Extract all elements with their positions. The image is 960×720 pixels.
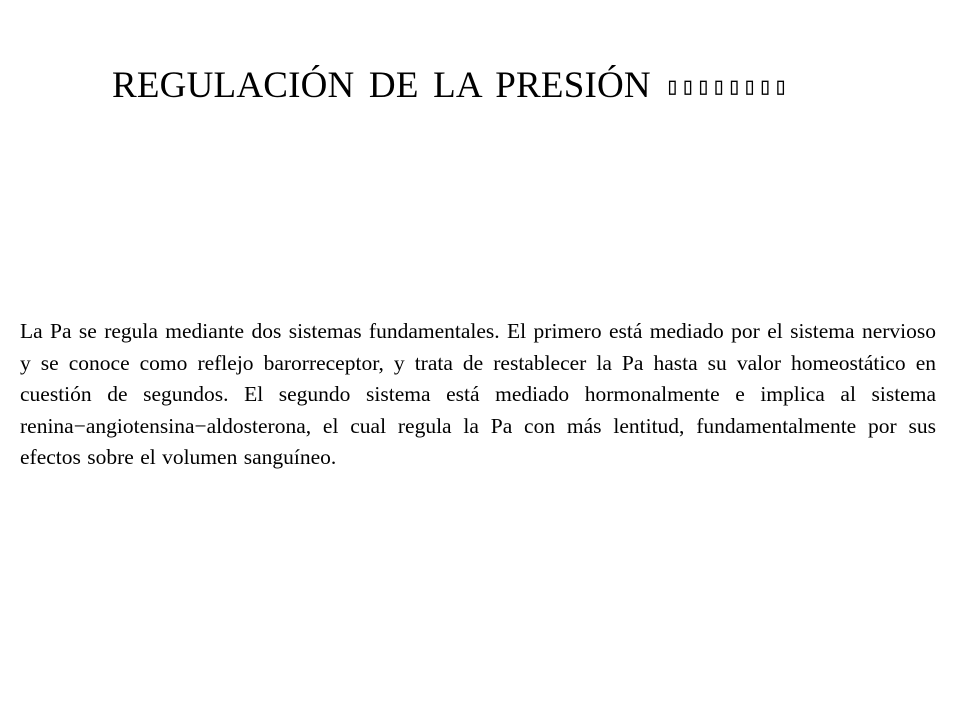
slide-title-unrendered-glyphs: ▯▯▯▯▯▯▯▯ bbox=[665, 72, 789, 100]
slide-title-text: REGULACIÓN DE LA PRESIÓN bbox=[112, 65, 651, 106]
slide-title bbox=[112, 62, 952, 110]
slide-body-paragraph: La Pa se regula mediante dos sistemas fundamentales. El primero está mediado por el sistema nervioso y se conoce como reflejo barorreceptor, y trata de restablecer la Pa hasta su valor homeostático en cuestión de segundos. El segundo sistema está mediado hormonalmente e implica al sistema renina−angiotensina−aldosterona, el cual regula la Pa con más lentitud, fundamentalmente por sus efectos sobre el volumen sanguíneo. bbox=[20, 319, 936, 469]
